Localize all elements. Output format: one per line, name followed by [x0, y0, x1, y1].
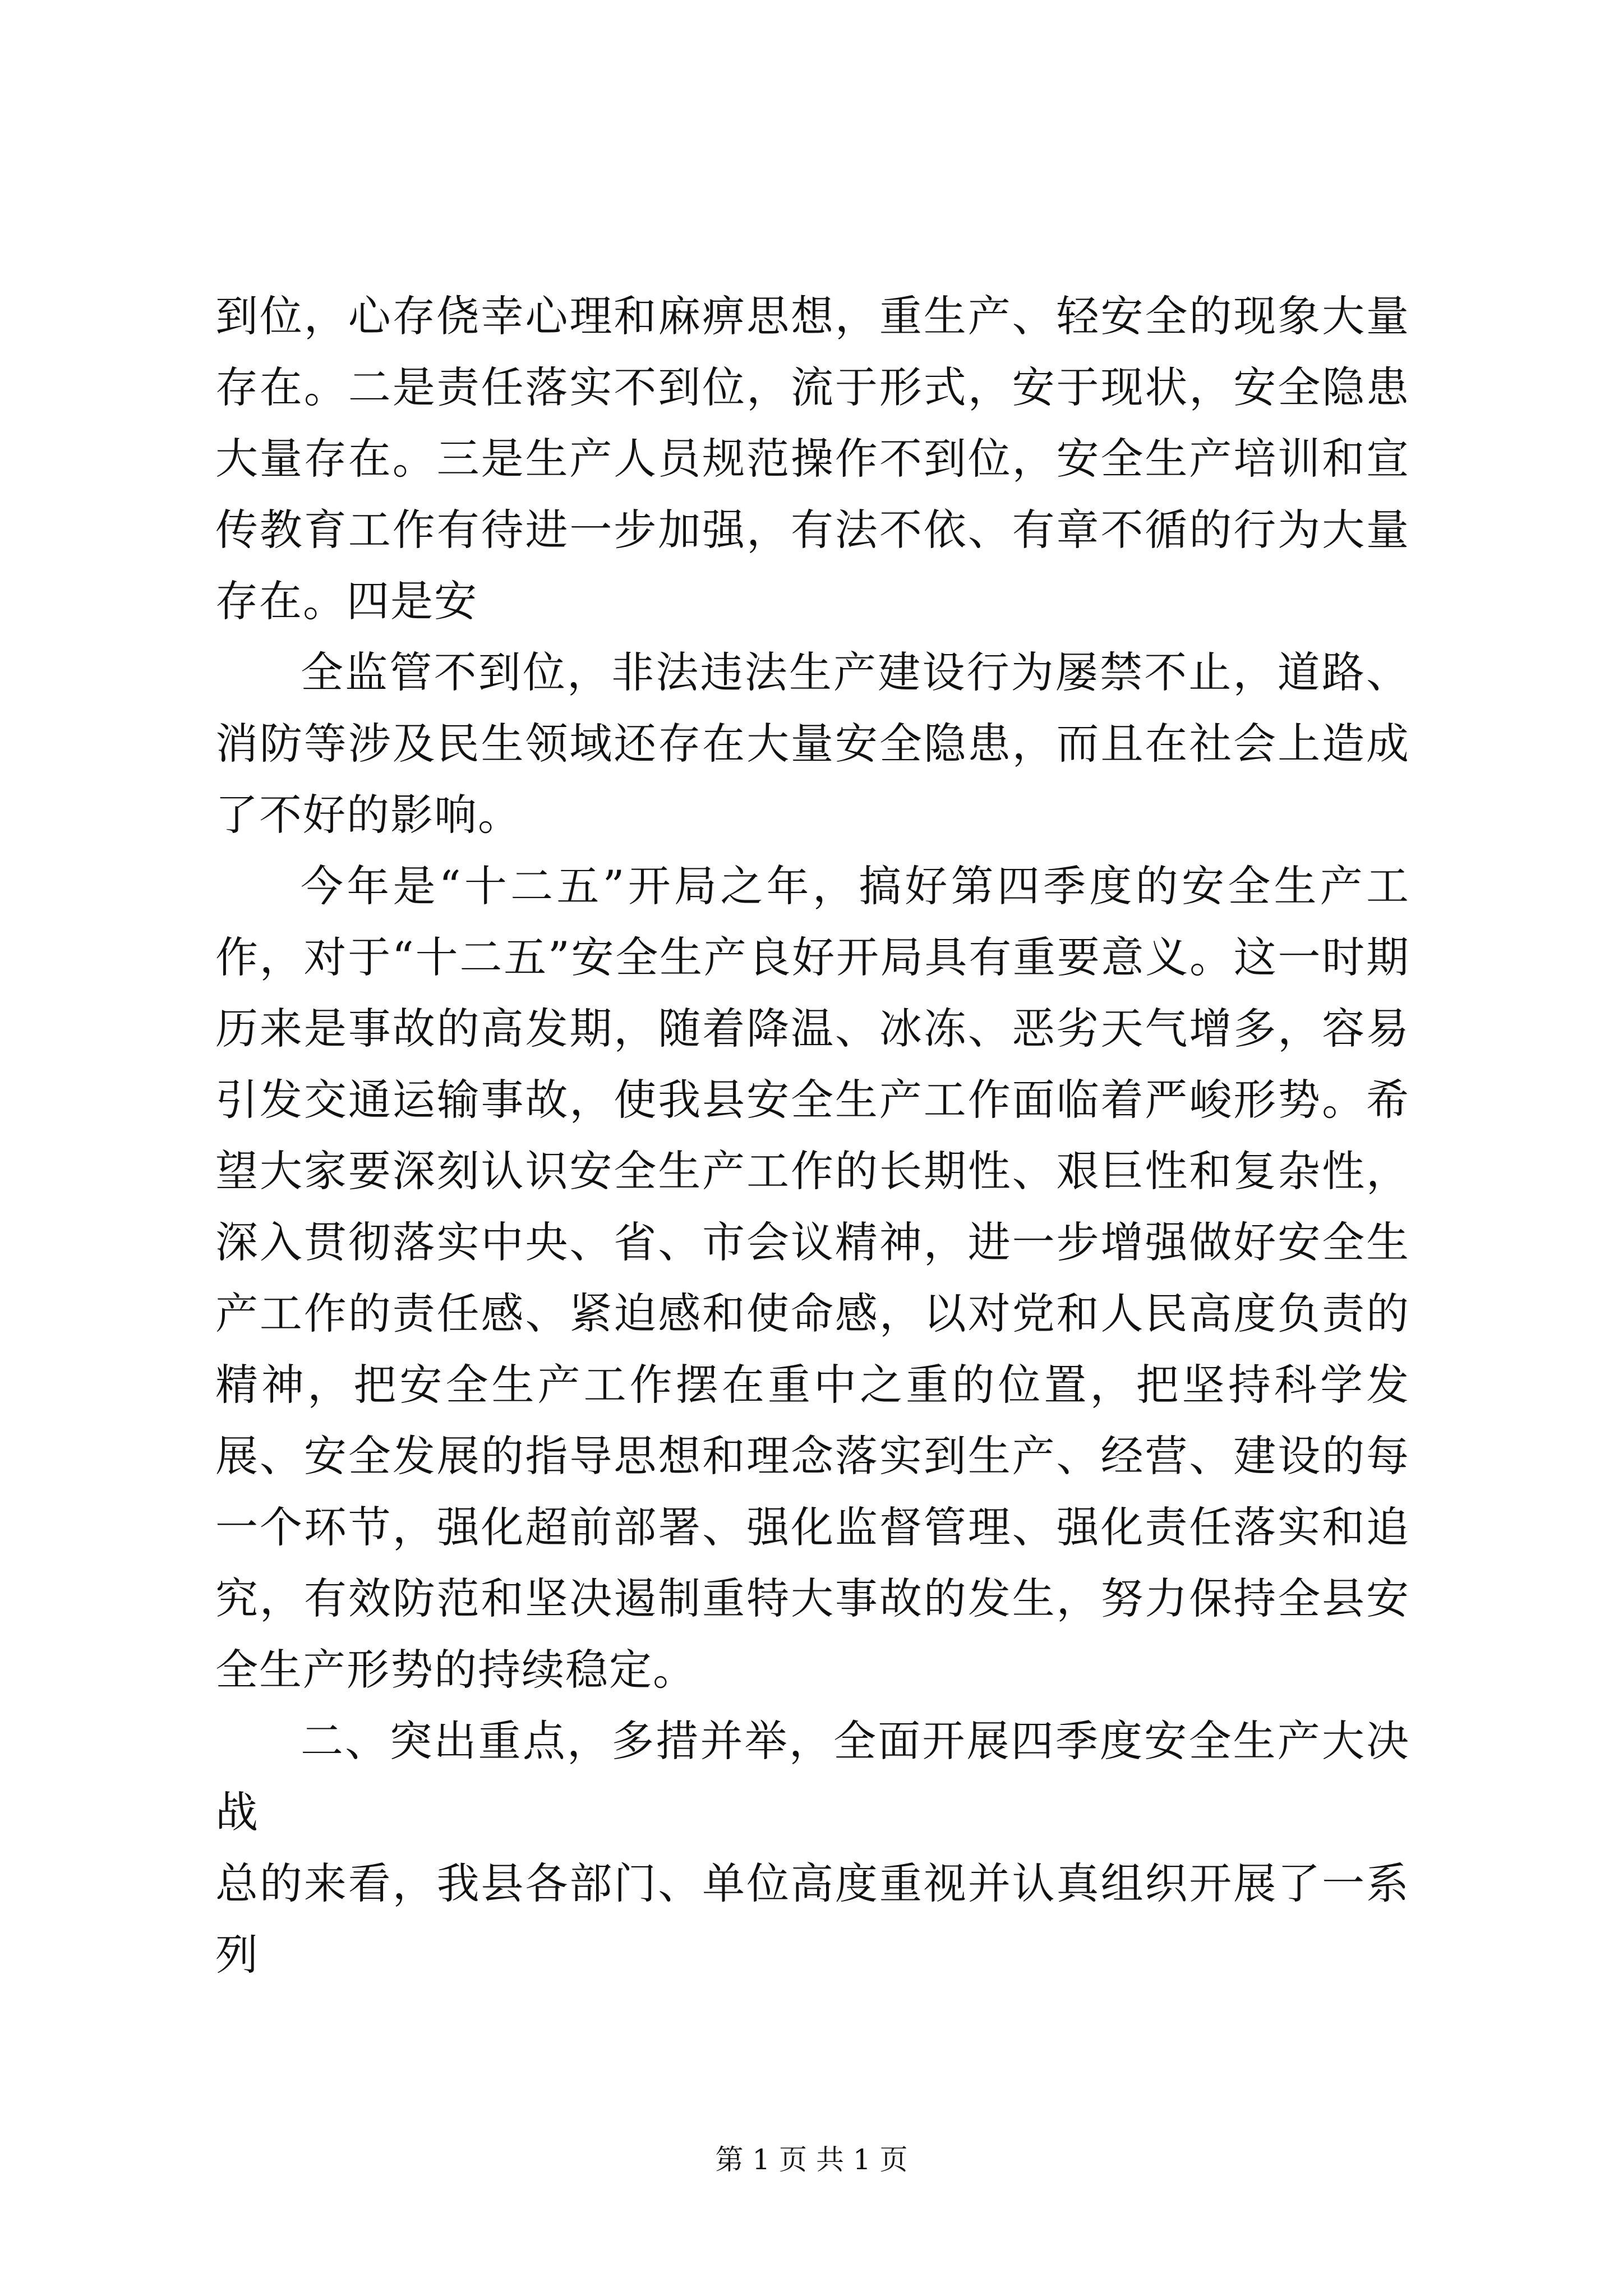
- paragraph-2: 全监管不到位，非法违法生产建设行为屡禁不止，道路、消防等涉及民生领域还存在大量安全隐患，而且在社会上造成了不好的影响。: [215, 647, 1410, 840]
- page-number: 第 1 页 共 1 页: [715, 2143, 908, 2176]
- paragraph-1: 到位，心存侥幸心理和麻痹思想，重生产、轻安全的现象大量存在。二是责任落实不到位，流于形式，安于现状，安全隐患大量存在。三是生产人员规范操作不到位，安全生产培训和宣传教育工作有待进一步加强，有法不依、有章不循的行为大量存在。四是安: [215, 291, 1410, 626]
- paragraph-3: 今年是“十二五”开局之年，搞好第四季度的安全生产工作，对于“十二五”安全生产良好开局具有重要意义。这一时期历来是事故的高发期，随着降温、冰冻、恶劣天气增多，容易引发交通运输事故，使我县安全生产工作面临着严峻形势。希望大家要深刻认识安全生产工作的长期性、艰巨性和复杂性，深入贯彻落实中央、省、市会议精神，进一步增强做好安全生产工作的责任感、紧迫感和使命感，以对党和人民高度负责的精神，把安全生产工作摆在重中之重的位置，把坚持科学发展、安全发展的指导思想和理念落实到生产、经营、建设的每一个环节，强化超前部署、强化监督管理、强化责任落实和追究，有效防范和坚决遏制重特大事故的发生，努力保持全县安全生产形势的持续稳定。: [215, 861, 1410, 1695]
- section-heading: 二、突出重点，多措并举，全面开展四季度安全生产大决战: [215, 1716, 1410, 1837]
- document-body: [215, 280, 1410, 1990]
- paragraph-5: 总的来看，我县各部门、单位高度重视并认真组织开展了一系列: [215, 1858, 1410, 1980]
